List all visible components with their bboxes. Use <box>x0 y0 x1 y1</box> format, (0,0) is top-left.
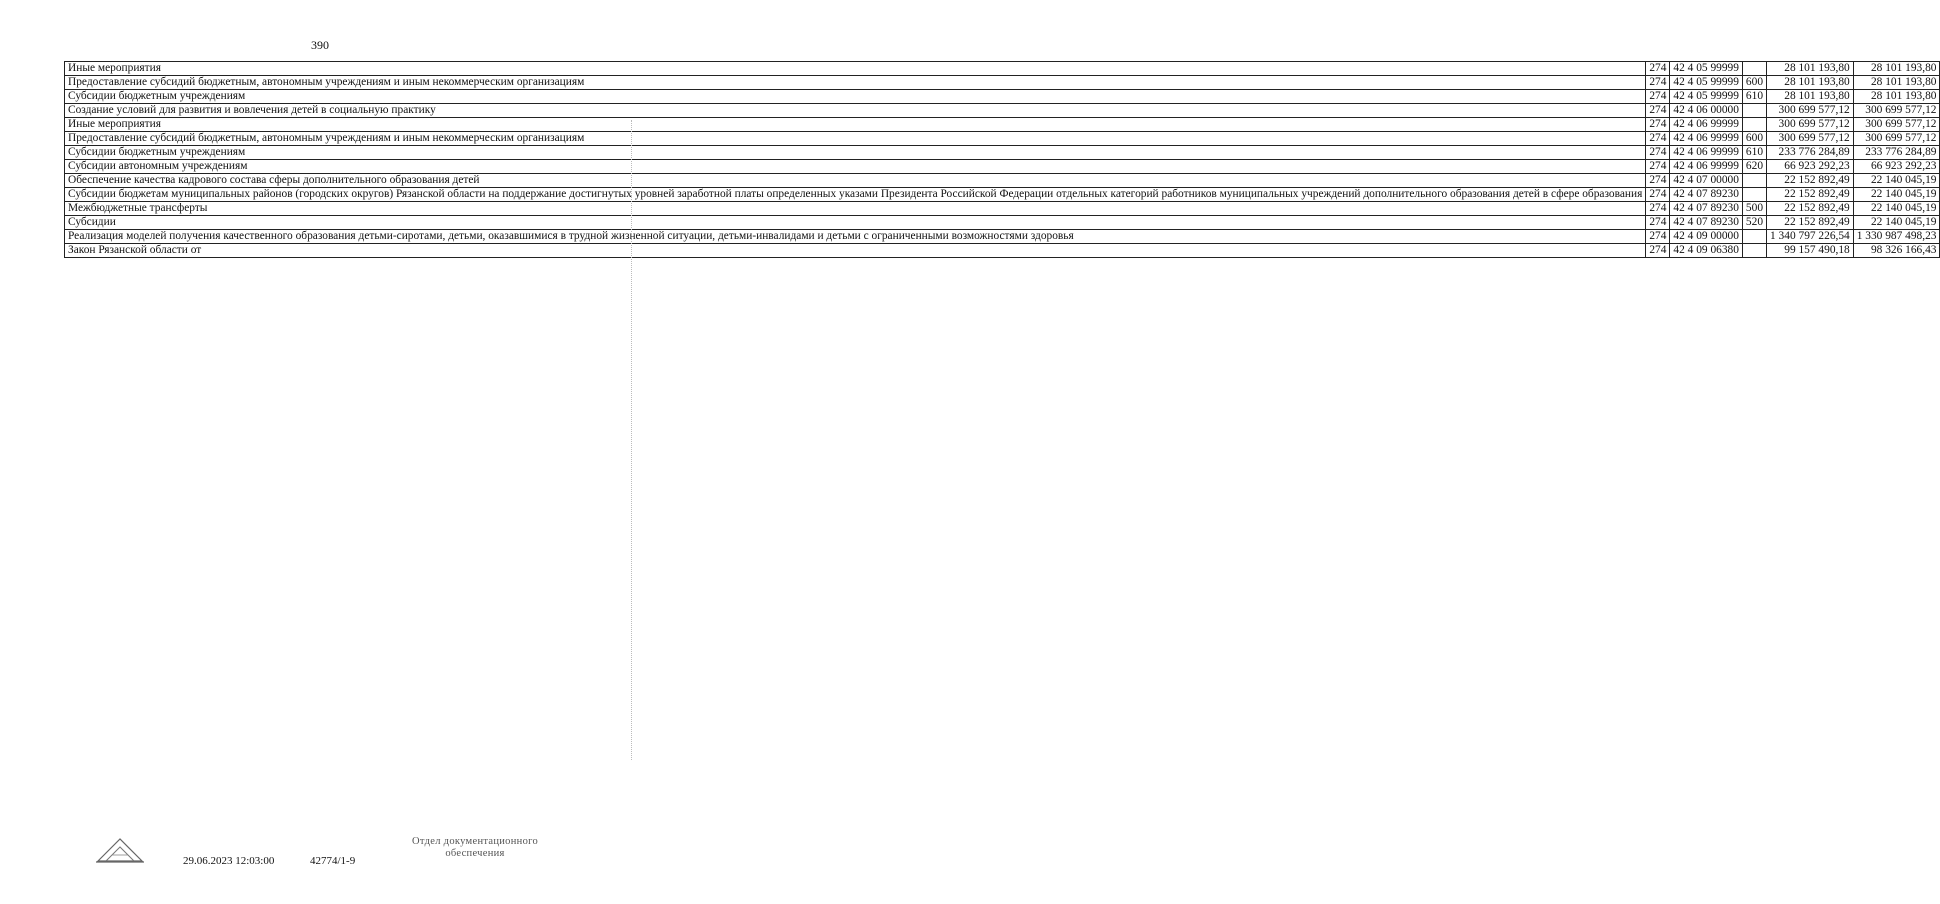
row-csr-cell: 42 4 06 99999 <box>1670 160 1743 174</box>
table-row <box>65 174 1940 188</box>
margin-dotted-line <box>630 120 632 760</box>
row-csr-cell: 42 4 06 99999 <box>1670 146 1743 160</box>
row-name-cell: Межбюджетные трансферты <box>65 202 1646 216</box>
row-vr-cell <box>1742 244 1766 258</box>
row-code-cell: 274 <box>1646 188 1670 202</box>
row-sum-2024-cell: 22 140 045,19 <box>1853 188 1940 202</box>
emblem-icon <box>88 835 152 865</box>
row-code-cell: 274 <box>1646 132 1670 146</box>
table-row <box>65 132 1940 146</box>
row-sum-2023-cell: 66 923 292,23 <box>1767 160 1854 174</box>
row-name-cell: Иные мероприятия <box>65 118 1646 132</box>
row-vr-cell <box>1742 188 1766 202</box>
table-row <box>65 146 1940 160</box>
row-vr-cell: 610 <box>1742 146 1766 160</box>
row-sum-2024-cell: 300 699 577,12 <box>1853 118 1940 132</box>
row-code-cell: 274 <box>1646 104 1670 118</box>
row-sum-2023-cell: 300 699 577,12 <box>1767 118 1854 132</box>
row-sum-2024-cell: 28 101 193,80 <box>1853 76 1940 90</box>
row-vr-cell <box>1742 174 1766 188</box>
table-row <box>65 118 1940 132</box>
row-csr-cell: 42 4 07 89230 <box>1670 216 1743 230</box>
row-sum-2024-cell: 22 140 045,19 <box>1853 174 1940 188</box>
row-csr-cell: 42 4 07 89230 <box>1670 202 1743 216</box>
row-sum-2023-cell: 233 776 284,89 <box>1767 146 1854 160</box>
row-vr-cell: 600 <box>1742 76 1766 90</box>
row-csr-cell: 42 4 06 00000 <box>1670 104 1743 118</box>
row-code-cell: 274 <box>1646 202 1670 216</box>
row-sum-2024-cell: 98 326 166,43 <box>1853 244 1940 258</box>
row-code-cell: 274 <box>1646 244 1670 258</box>
row-code-cell: 274 <box>1646 174 1670 188</box>
footer-doc-number: 42774/1-9 <box>310 855 356 867</box>
row-csr-cell: 42 4 09 06380 <box>1670 244 1743 258</box>
row-name-cell: Субсидии бюджетам муниципальных районов (городских округов) Рязанской области на поддержание достигнутых уровней заработной платы определенных указами Президента Российской Федерации отдельных категорий работников муниципальных учреждений дополнительного образования детей в сфере образования <box>65 188 1646 202</box>
row-sum-2023-cell: 28 101 193,80 <box>1767 62 1854 76</box>
row-csr-cell: 42 4 06 99999 <box>1670 118 1743 132</box>
row-sum-2024-cell: 300 699 577,12 <box>1853 132 1940 146</box>
row-sum-2023-cell: 1 340 797 226,54 <box>1767 230 1854 244</box>
row-code-cell: 274 <box>1646 118 1670 132</box>
table-row <box>65 90 1940 104</box>
row-name-cell: Предоставление субсидий бюджетным, автономным учреждениям и иным некоммерческим организациям <box>65 132 1646 146</box>
row-csr-cell: 42 4 07 00000 <box>1670 174 1743 188</box>
row-csr-cell: 42 4 05 99999 <box>1670 76 1743 90</box>
row-sum-2024-cell: 28 101 193,80 <box>1853 62 1940 76</box>
row-code-cell: 274 <box>1646 230 1670 244</box>
row-vr-cell: 600 <box>1742 132 1766 146</box>
row-code-cell: 274 <box>1646 216 1670 230</box>
row-sum-2024-cell: 233 776 284,89 <box>1853 146 1940 160</box>
table-row <box>65 230 1940 244</box>
row-code-cell: 274 <box>1646 160 1670 174</box>
row-code-cell: 274 <box>1646 76 1670 90</box>
page-number: 390 <box>311 38 329 52</box>
table-row <box>65 202 1940 216</box>
row-sum-2023-cell: 99 157 490,18 <box>1767 244 1854 258</box>
row-code-cell: 274 <box>1646 62 1670 76</box>
row-sum-2023-cell: 28 101 193,80 <box>1767 90 1854 104</box>
row-sum-2024-cell: 66 923 292,23 <box>1853 160 1940 174</box>
row-csr-cell: 42 4 06 99999 <box>1670 132 1743 146</box>
row-csr-cell: 42 4 07 89230 <box>1670 188 1743 202</box>
row-name-cell: Иные мероприятия <box>65 62 1646 76</box>
row-sum-2024-cell: 22 140 045,19 <box>1853 216 1940 230</box>
row-name-cell: Субсидии бюджетным учреждениям <box>65 146 1646 160</box>
table-row <box>65 244 1940 258</box>
row-vr-cell <box>1742 118 1766 132</box>
table-row <box>65 76 1940 90</box>
row-name-cell: Субсидии <box>65 216 1646 230</box>
table-row <box>65 216 1940 230</box>
row-csr-cell: 42 4 05 99999 <box>1670 90 1743 104</box>
row-vr-cell: 610 <box>1742 90 1766 104</box>
table-row <box>65 188 1940 202</box>
row-name-cell: Предоставление субсидий бюджетным, автономным учреждениям и иным некоммерческим организациям <box>65 76 1646 90</box>
budget-table <box>64 61 1940 258</box>
row-sum-2023-cell: 22 152 892,49 <box>1767 216 1854 230</box>
row-sum-2023-cell: 28 101 193,80 <box>1767 76 1854 90</box>
row-name-cell: Создание условий для развития и вовлечения детей в социальную практику <box>65 104 1646 118</box>
row-vr-cell: 620 <box>1742 160 1766 174</box>
row-sum-2024-cell: 22 140 045,19 <box>1853 202 1940 216</box>
row-sum-2023-cell: 22 152 892,49 <box>1767 202 1854 216</box>
row-vr-cell <box>1742 62 1766 76</box>
row-csr-cell: 42 4 09 00000 <box>1670 230 1743 244</box>
table-row <box>65 160 1940 174</box>
row-name-cell: Субсидии бюджетным учреждениям <box>65 90 1646 104</box>
row-code-cell: 274 <box>1646 146 1670 160</box>
row-code-cell: 274 <box>1646 90 1670 104</box>
row-sum-2024-cell: 300 699 577,12 <box>1853 104 1940 118</box>
row-sum-2023-cell: 22 152 892,49 <box>1767 174 1854 188</box>
footer-date: 29.06.2023 12:03:00 <box>183 855 275 867</box>
table-row <box>65 62 1940 76</box>
stamp-line-1: Отдел документационного <box>411 836 539 847</box>
row-vr-cell <box>1742 104 1766 118</box>
row-name-cell: Реализация моделей получения качественного образования детьми-сиротами, детьми, оказавшимися в трудной жизненной ситуации, детьми-инвалидами и детьми с ограниченными возможностями здоровья <box>65 230 1646 244</box>
row-vr-cell <box>1742 230 1766 244</box>
row-vr-cell: 520 <box>1742 216 1766 230</box>
row-sum-2024-cell: 28 101 193,80 <box>1853 90 1940 104</box>
row-name-cell: Закон Рязанской области от <box>65 244 1646 258</box>
table-row <box>65 104 1940 118</box>
row-sum-2023-cell: 300 699 577,12 <box>1767 104 1854 118</box>
row-name-cell: Обеспечение качества кадрового состава сферы дополнительного образования детей <box>65 174 1646 188</box>
stamp-line-2: обеспечения <box>445 848 505 859</box>
row-sum-2024-cell: 1 330 987 498,23 <box>1853 230 1940 244</box>
row-sum-2023-cell: 300 699 577,12 <box>1767 132 1854 146</box>
row-sum-2023-cell: 22 152 892,49 <box>1767 188 1854 202</box>
row-vr-cell: 500 <box>1742 202 1766 216</box>
row-csr-cell: 42 4 05 99999 <box>1670 62 1743 76</box>
department-stamp <box>400 836 550 860</box>
row-name-cell: Субсидии автономным учреждениям <box>65 160 1646 174</box>
